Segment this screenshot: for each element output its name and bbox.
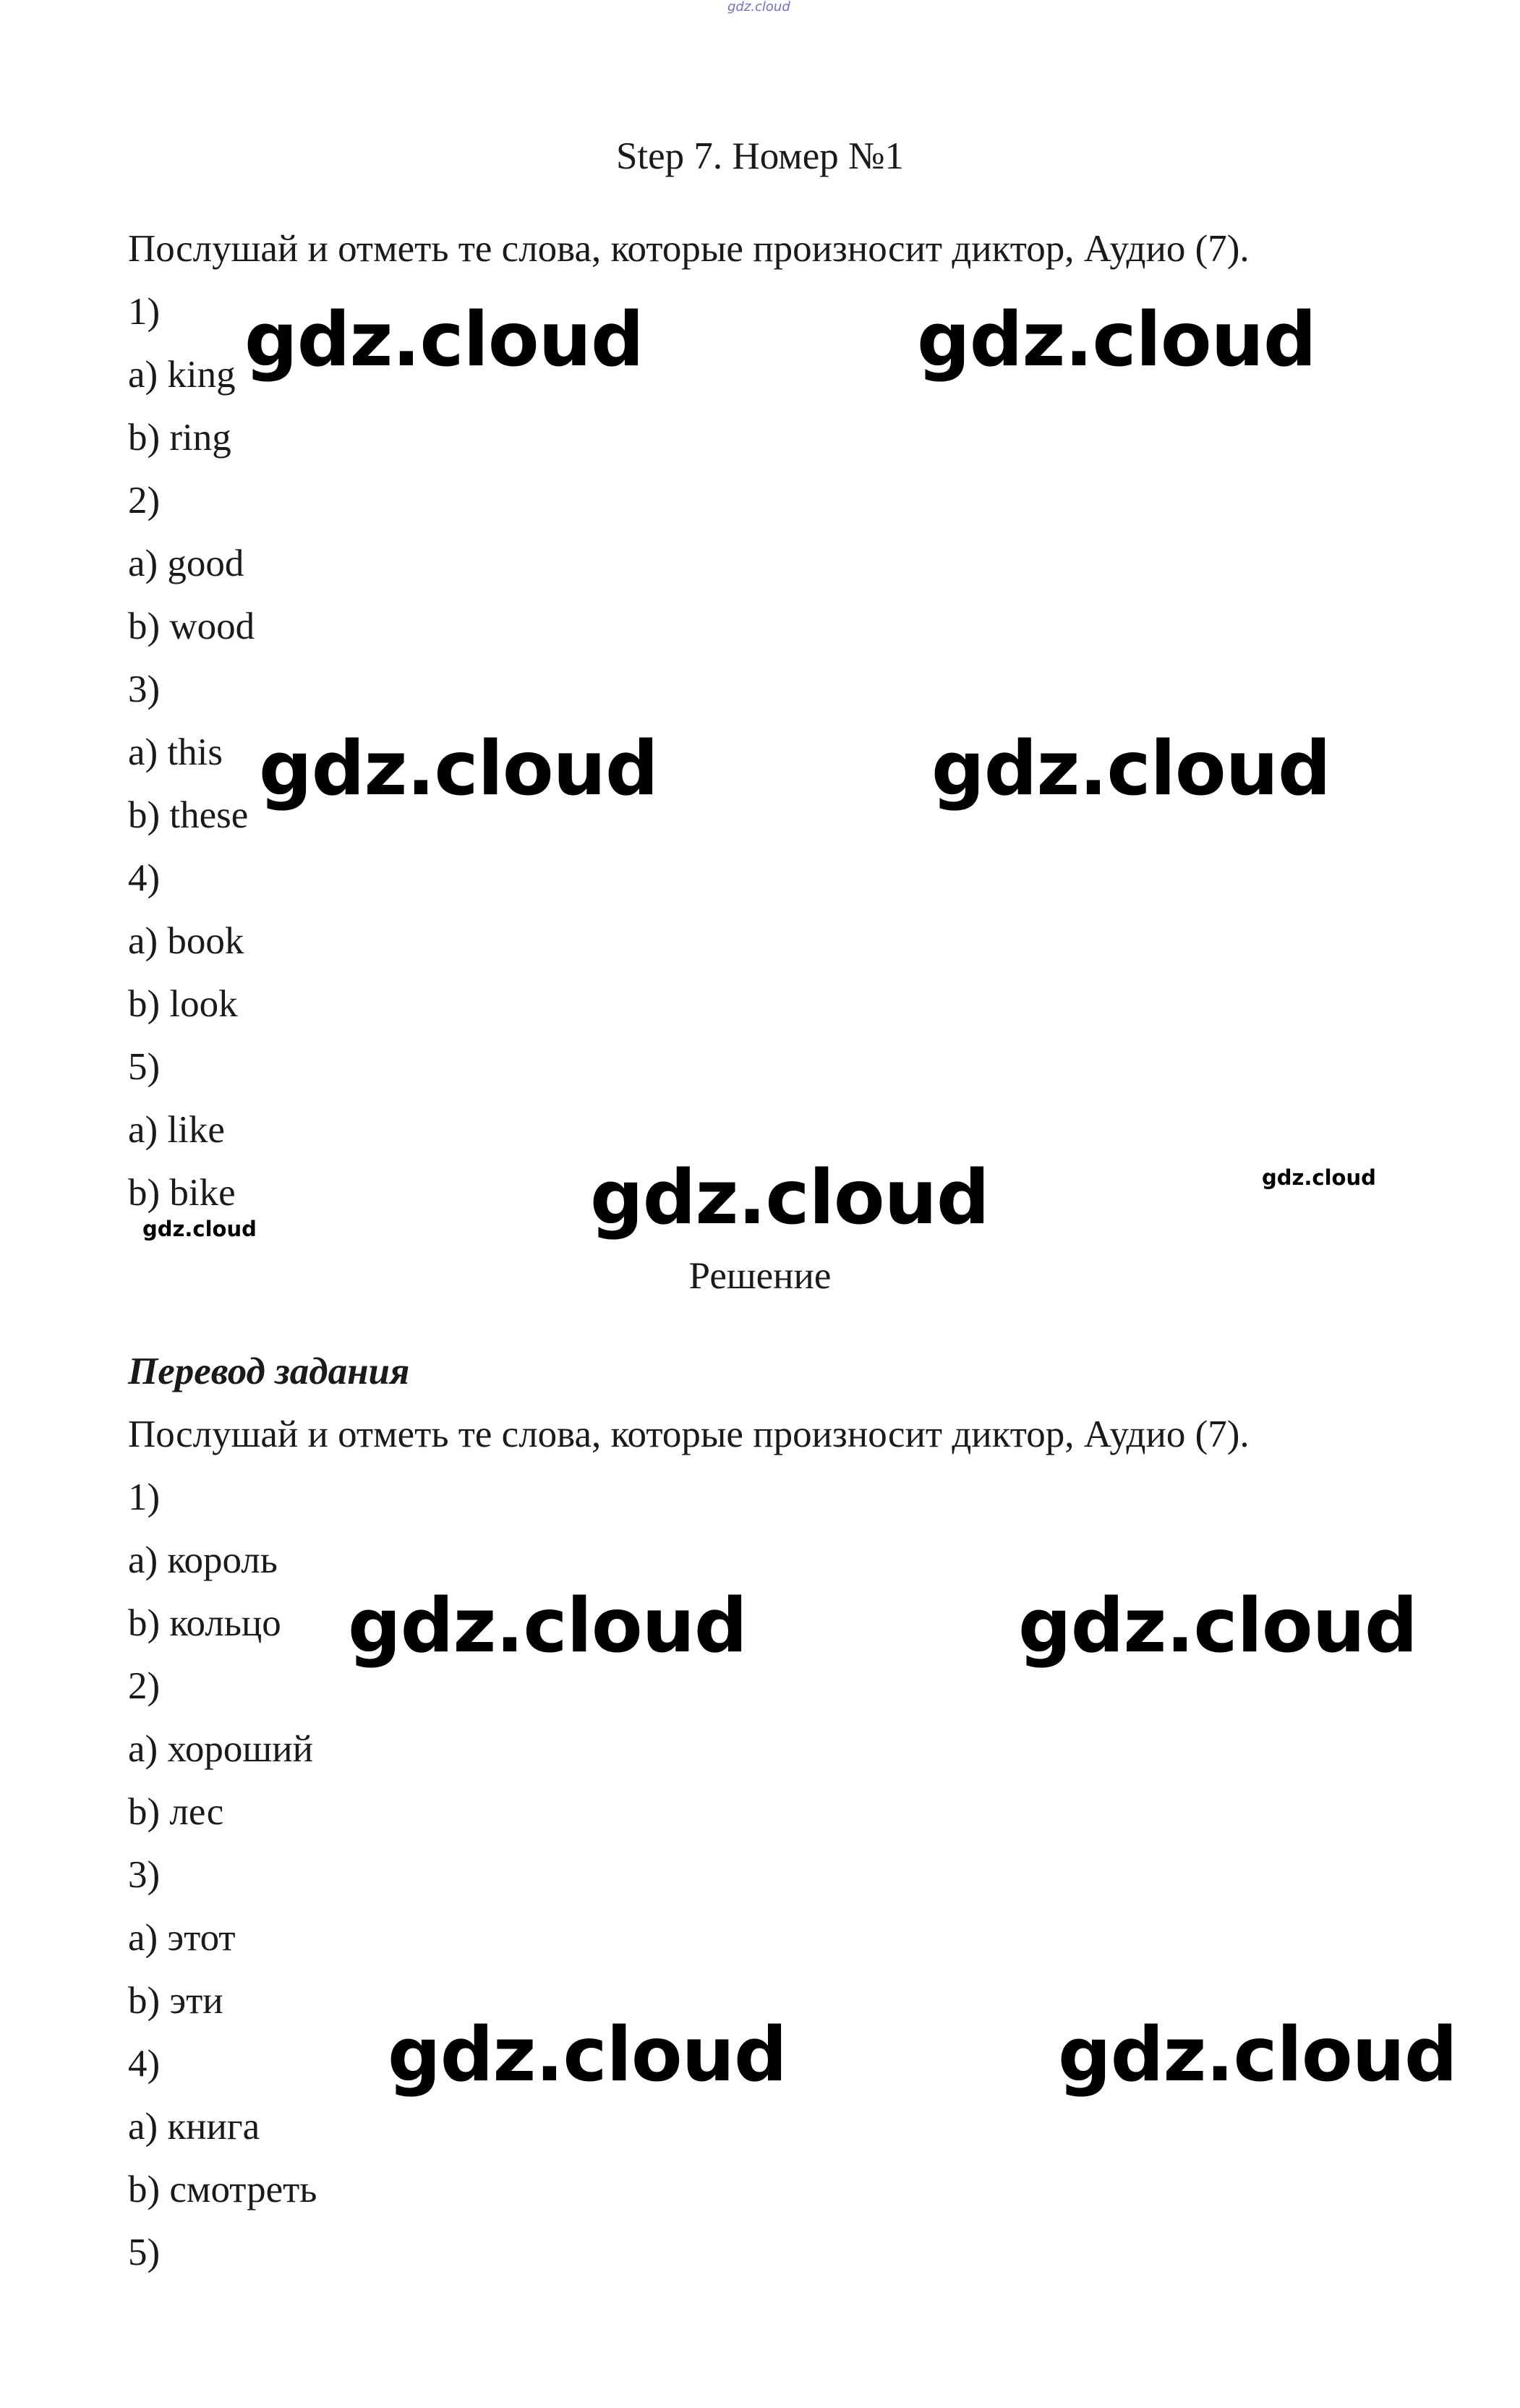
solution-line: a) этот [128,1917,236,1959]
page-title: Step 7. Номер №1 [615,135,905,177]
watermark: gdz.cloud [1058,2012,1457,2098]
solution-line: 1) [128,1476,161,1518]
task-line: 4) [128,857,161,899]
task-line: b) bike [128,1172,236,1214]
solution-line: a) король [128,1539,278,1581]
solution-line: 3) [128,1854,161,1896]
watermark: gdz.cloud [590,1154,989,1241]
task-line: a) king [128,354,236,396]
watermark: gdz.cloud [1018,1583,1417,1669]
solution-line: 4) [128,2043,161,2085]
task-instruction: Послушай и отметь те слова, которые произносит диктор, Аудио (7). [128,228,1250,270]
watermark: gdz.cloud [348,1583,747,1669]
top-watermark: gdz.cloud [727,0,790,14]
task-line: a) like [128,1109,225,1151]
solution-line: b) кольцо [128,1602,281,1644]
task-line: a) book [128,920,244,962]
solution-line: a) хороший [128,1728,313,1770]
solution-line: b) смотреть [128,2169,317,2211]
solution-line: 5) [128,2232,161,2273]
task-line: b) these [128,794,249,836]
watermark: gdz.cloud [259,726,658,812]
solution-heading: Решение [688,1255,832,1297]
task-line: a) good [128,543,244,584]
task-line: b) look [128,983,238,1025]
watermark: gdz.cloud [244,297,644,383]
task-line: 3) [128,668,161,710]
translation-heading: Перевод задания [128,1350,410,1392]
solution-line: b) лес [128,1791,224,1833]
watermark-small: gdz.cloud [1262,1165,1376,1190]
task-line: b) wood [128,605,255,647]
solution-line: b) эти [128,1980,223,2022]
solution-instruction: Послушай и отметь те слова, которые произносит диктор, Аудио (7). [128,1413,1250,1455]
watermark: gdz.cloud [931,726,1331,812]
task-line: a) this [128,731,223,773]
task-line: 2) [128,480,161,522]
watermark: gdz.cloud [388,2012,787,2098]
watermark: gdz.cloud [917,297,1316,383]
solution-line: a) книга [128,2106,260,2148]
task-line: 5) [128,1046,161,1088]
solution-line: 2) [128,1665,161,1707]
watermark-small: gdz.cloud [142,1217,257,1241]
task-line: b) ring [128,417,231,459]
task-line: 1) [128,291,161,333]
